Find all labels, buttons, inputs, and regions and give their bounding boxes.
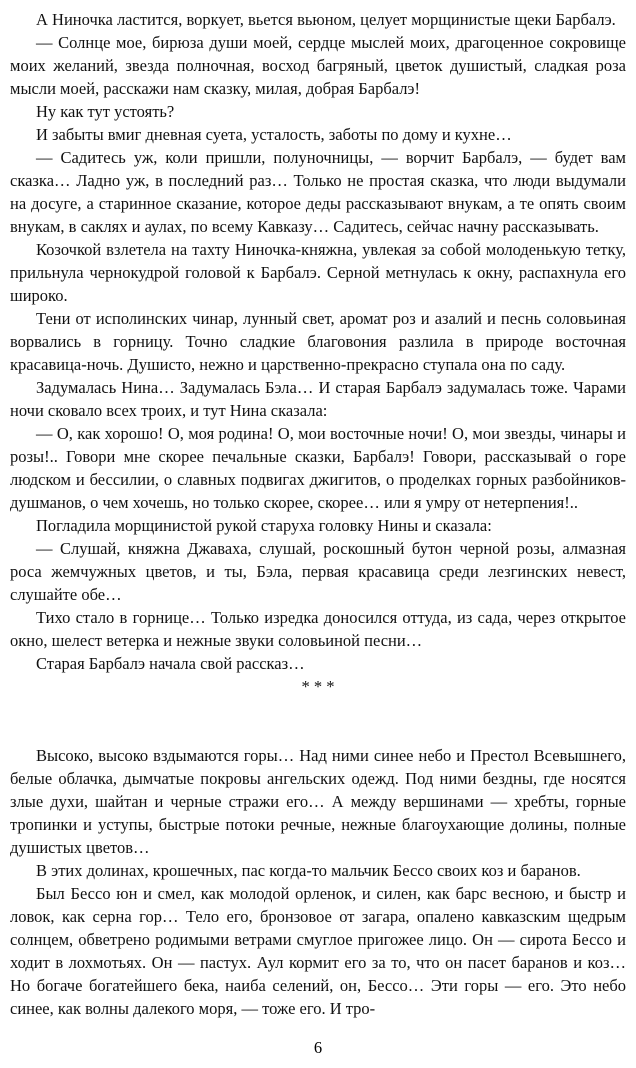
- paragraph: Был Бессо юн и смел, как молодой орленок, и силен, как барс весною, и быстр и ловок, как серна гор… Тело его, бронзовое от загара, опалено кавказским щедрым солнцем, обветрено родимыми ветрами смуглое пригожее лицо. Он — сирота Бессо и ходит в лохмотьях. Он — пастух. Аул кормит его за то, что он пасет баранов и коз… Но богаче богатейшего бека, наиба селений, он, Бессо… Эти горы — его. Это небо синее, как волны далекого моря, — тоже его. И тро-: [10, 884, 626, 1018]
- paragraph: — Солнце мое, бирюза души моей, сердце мыслей моих, драгоценное сокровище моих желаний, звезда полночная, восход багряный, цветок душистый, сладкая роза мысли моей, расскажи нам сказку, милая, добрая Барбалэ!: [10, 33, 626, 98]
- paragraph: Тихо стало в горнице… Только изредка доносился оттуда, из сада, через открытое окно, шелест ветерка и нежные звуки соловьиной песни…: [10, 608, 626, 650]
- text-block-bottom: [10, 744, 626, 1020]
- paragraph: — О, как хорошо! О, моя родина! О, мои восточные ночи! О, мои звезды, чинары и розы!.. Говори мне скорее печальные сказки, Барбалэ! Говори, рассказывай о горе людском и бессилии, о славных подвигах джигитов, о проделках горных разбойников-душманов, о чем хочешь, но только скорее, скорее… или я умру от нетерпения!..: [10, 424, 626, 512]
- text-block-top: [10, 8, 626, 675]
- section-separator: * * *: [301, 677, 335, 696]
- paragraph: И забыты вмиг дневная суета, усталость, заботы по дому и кухне…: [36, 125, 512, 144]
- section-gap: [10, 698, 626, 744]
- paragraph: Ну как тут устоять?: [36, 102, 175, 121]
- paragraph: — Садитесь уж, коли пришли, полуночницы, — ворчит Барбалэ, — будет вам сказка… Ладно уж, в последний раз… Только не простая сказка, что люди выдумали на досуге, а старинное сказание, которое деды рассказывают внукам, а те опять своим внукам, в саклях и аулах, по всему Кавказу… Садитесь, сейчас начну рассказывать.: [10, 148, 626, 236]
- paragraph: Задумалась Нина… Задумалась Бэла… И старая Барбалэ задумалась тоже. Чарами ночи сковало всех троих, и тут Нина сказала:: [10, 378, 626, 420]
- page-number: 6: [313, 1038, 323, 1057]
- paragraph: А Ниночка ластится, воркует, вьется вьюном, целует морщинистые щеки Барбалэ.: [36, 10, 616, 29]
- paragraph: Козочкой взлетела на тахту Ниночка-княжна, увлекая за собой молоденькую тетку, прильнула чернокудрой головой к Барбалэ. Серной метнулась к окну, распахнула его широко.: [10, 240, 626, 305]
- paragraph: — Слушай, княжна Джаваха, слушай, роскошный бутон черной розы, алмазная роса жемчужных цветов, и ты, Бэла, первая красавица среди лезгинских невест, слушайте обе…: [10, 539, 626, 604]
- paragraph: Погладила морщинистой рукой старуха головку Нины и сказала:: [36, 516, 492, 535]
- paragraph: Старая Барбалэ начала свой рассказ…: [36, 654, 305, 673]
- paragraph: Высоко, высоко вздымаются горы… Над ними синее небо и Престол Всевышнего, белые облачка, дымчатые покровы ангельских одежд. Под ними бездны, где носятся злые духи, шайтан и черные стражи его… А между вершинами — хребты, горные тропинки и уступы, быстрые потоки речные, нежные благоухающие долины, полные душистых цветов…: [10, 746, 626, 857]
- paragraph: Тени от исполинских чинар, лунный свет, аромат роз и азалий и песнь соловьиная ворвались в горницу. Точно сладкие благовония разлила в природе восточная красавица-ночь. Душисто, нежно и царственно-прекрасно ступала она по саду.: [10, 309, 626, 374]
- paragraph: В этих долинах, крошечных, пас когда-то мальчик Бессо своих коз и баранов.: [36, 861, 581, 880]
